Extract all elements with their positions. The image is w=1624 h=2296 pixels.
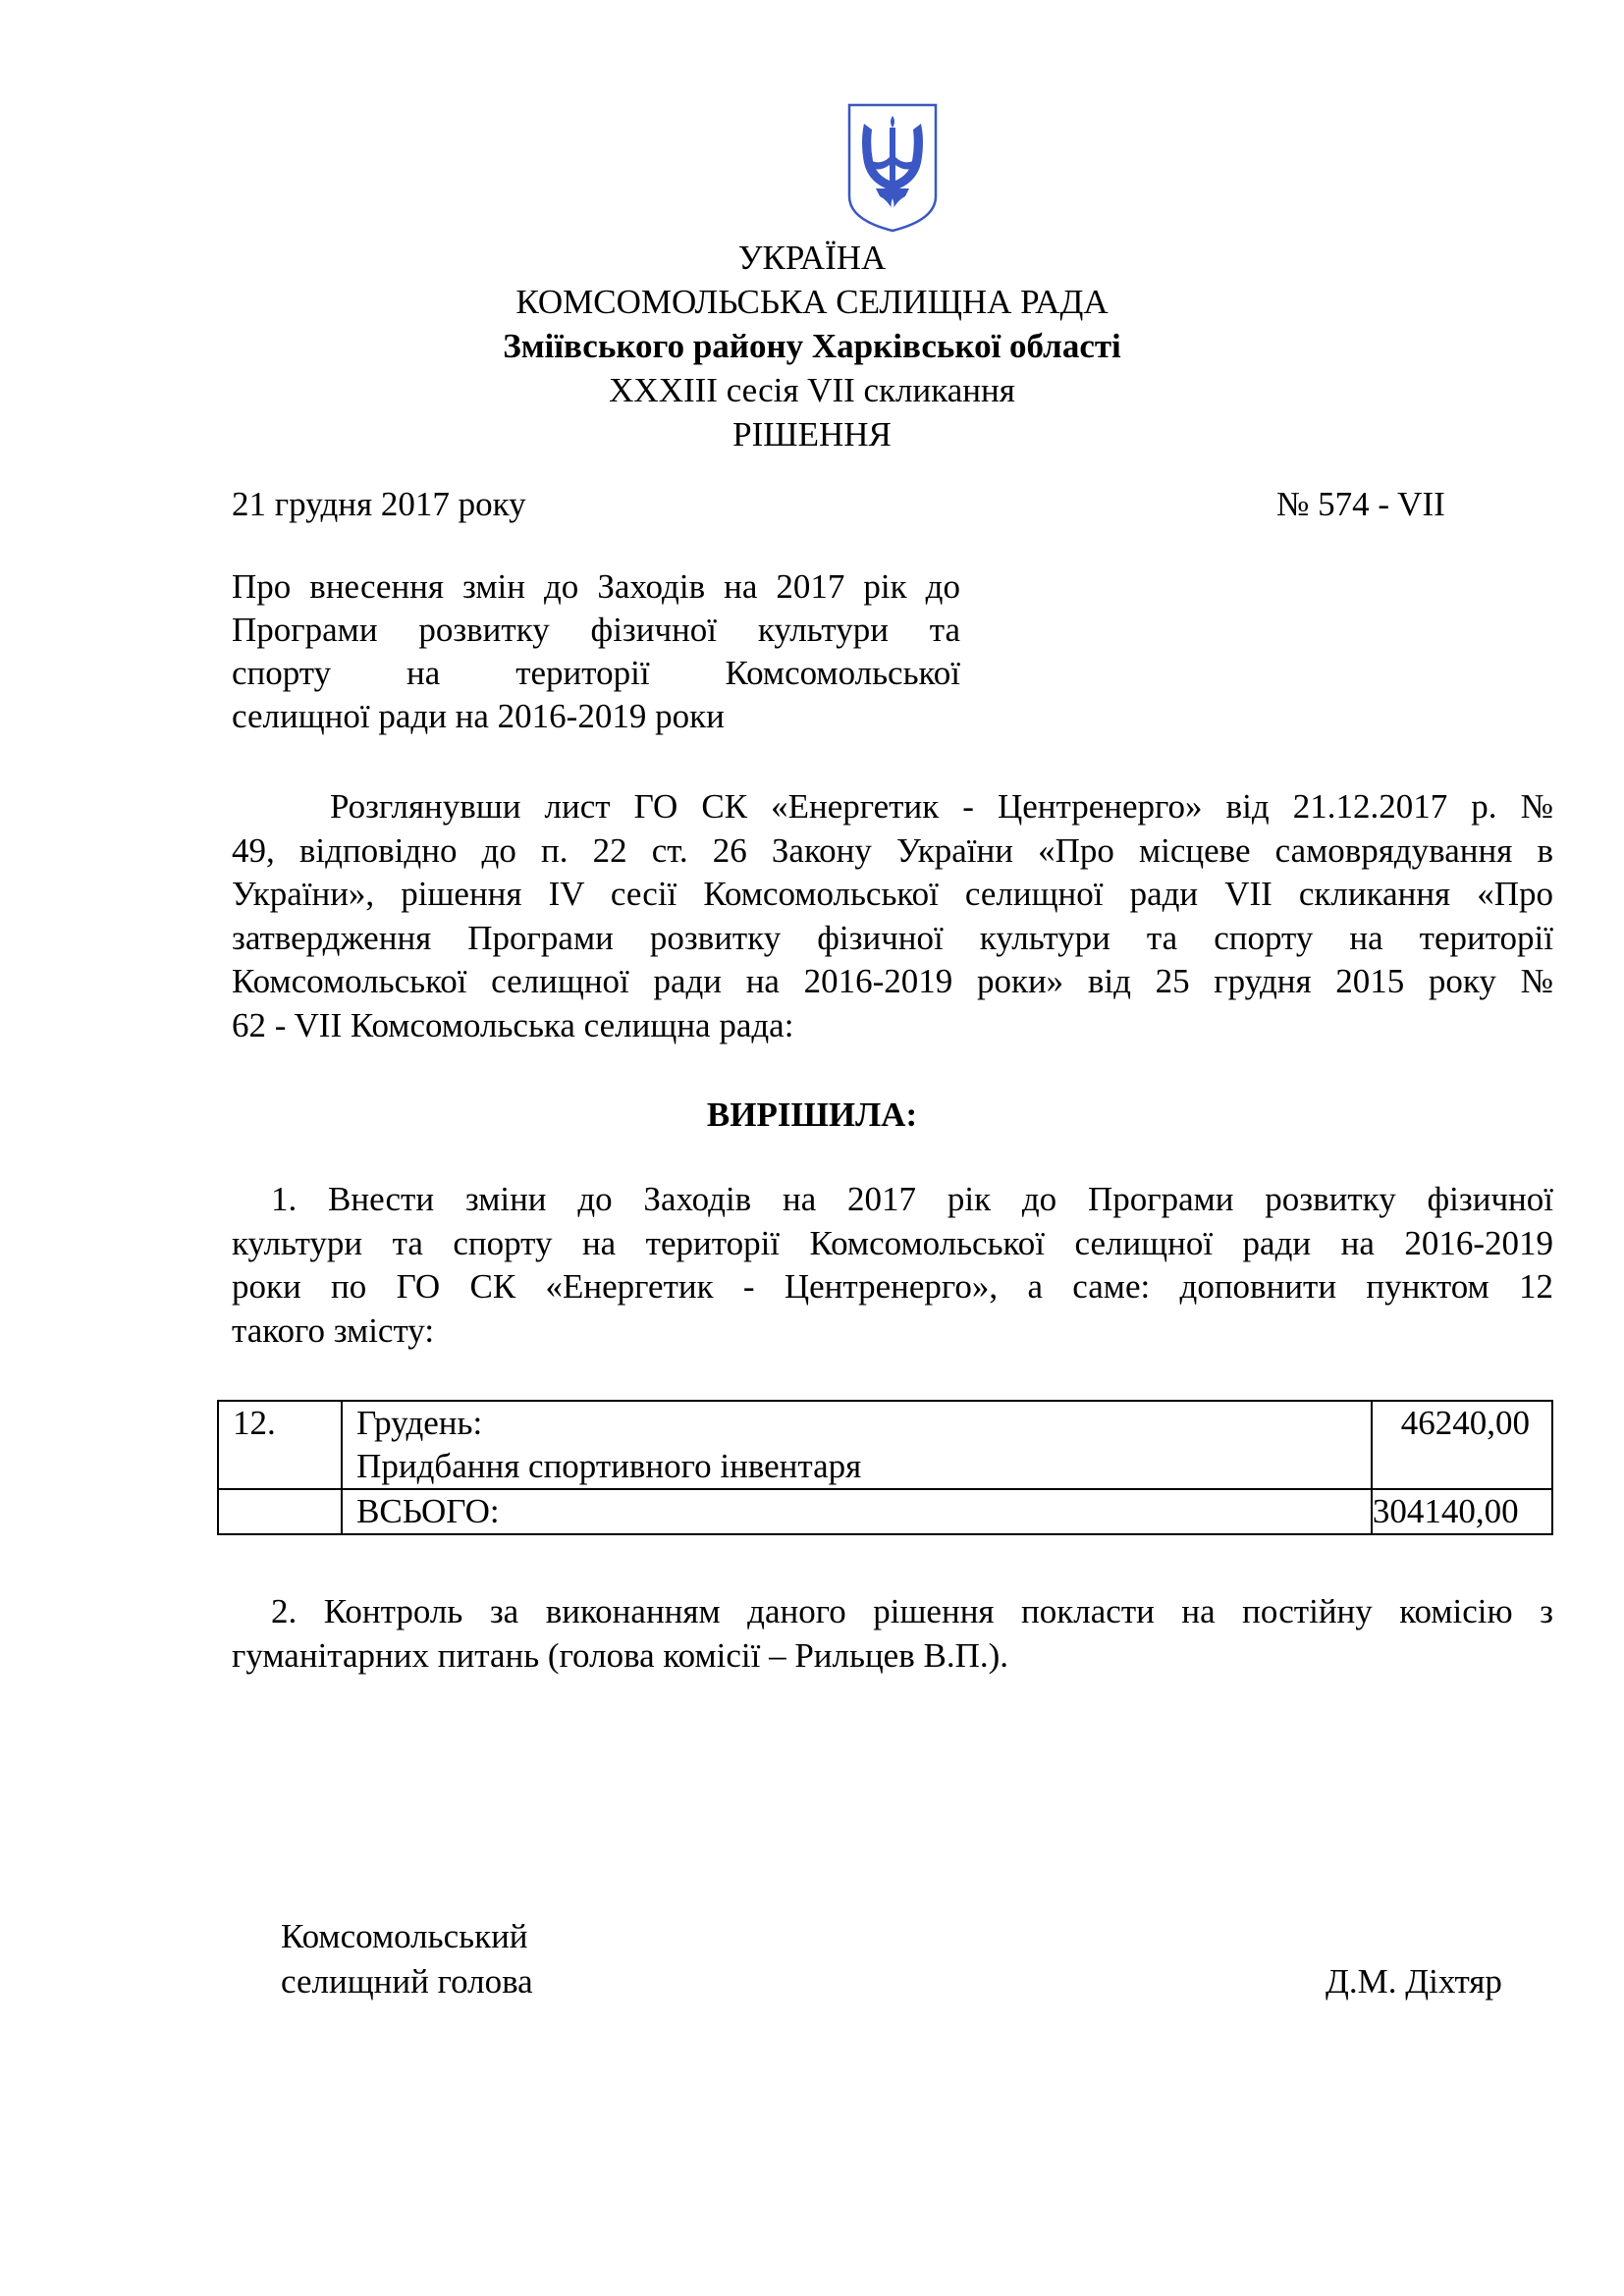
signatory-title-line1: Комсомольський bbox=[281, 1917, 528, 1955]
decided-heading: ВИРІШИЛА: bbox=[706, 1095, 918, 1134]
subject-line: Про внесення змін до Заходів на 2017 рік до bbox=[232, 567, 960, 606]
decision-number: № 574 - VII bbox=[1276, 485, 1445, 523]
signatory-title-line2: селищний голова bbox=[281, 1962, 533, 2001]
item-1-line: такого змісту: bbox=[232, 1310, 435, 1350]
header-country: УКРАЇНА bbox=[737, 239, 887, 277]
table-total-row bbox=[218, 1489, 1552, 1534]
document-type: РІШЕННЯ bbox=[732, 415, 892, 454]
subject-line: Програми розвитку фізичної культури та bbox=[232, 611, 960, 649]
item-1-paragraph bbox=[232, 1178, 1553, 1353]
subject-line: селищної ради на 2016-2019 роки bbox=[232, 697, 725, 735]
header-district: Зміївського району Харківської області bbox=[503, 327, 1121, 365]
item-2-line: 2. Контроль за виконанням даного рішення покласти на постійну комісію з bbox=[271, 1592, 1553, 1630]
row-description-cell bbox=[342, 1401, 1372, 1489]
row-month: Грудень: bbox=[356, 1404, 483, 1442]
preamble-line: 62 - VII Комсомольська селищна рада: bbox=[232, 1005, 794, 1044]
preamble-line: Комсомольської селищної ради на 2016-2019 роки» від 25 грудня 2015 року № bbox=[232, 962, 1553, 1000]
preamble-line: 49, відповідно до п. 22 ст. 26 Закону України «Про місцеве самоврядування в bbox=[232, 830, 1553, 870]
row-description: Придбання спортивного інвентаря bbox=[356, 1447, 862, 1485]
row-amount-cell: 46240,00 bbox=[1372, 1401, 1552, 1489]
item-2-line: гуманітарних питань (голова комісії – Рильцев В.П.). bbox=[232, 1635, 1009, 1675]
total-label-cell: ВСЬОГО: bbox=[342, 1489, 1372, 1534]
item-1-line: роки по ГО СК «Енергетик - Центренерго», а саме: доповнити пунктом 12 bbox=[232, 1267, 1553, 1306]
item-1-line: 1. Внести зміни до Заходів на 2017 рік до Програми розвитку фізичної bbox=[271, 1180, 1553, 1218]
decision-date: 21 грудня 2017 року bbox=[232, 485, 526, 523]
row-number-cell: 12. bbox=[218, 1401, 342, 1489]
preamble-line: Розглянувши лист ГО СК «Енергетик - Центренерго» від 21.12.2017 р. № bbox=[330, 787, 1553, 826]
preamble-paragraph bbox=[232, 785, 1553, 1047]
preamble-line: України», рішення IV сесії Комсомольської селищної ради VII скликання «Про bbox=[232, 875, 1553, 913]
total-empty-cell bbox=[218, 1489, 342, 1534]
measures-table bbox=[217, 1400, 1553, 1535]
item-1-line: культури та спорту на території Комсомольської селищної ради на 2016-2019 bbox=[232, 1223, 1553, 1262]
preamble-line: затвердження Програми розвитку фізичної культури та спорту на території bbox=[232, 918, 1553, 957]
header-session: XXXIII сесія VII скликання bbox=[609, 371, 1015, 409]
signatory-name: Д.М. Діхтяр bbox=[1326, 1962, 1502, 2001]
decision-subject bbox=[232, 565, 960, 738]
total-amount-cell: 304140,00 bbox=[1372, 1489, 1552, 1534]
coat-of-arms-icon bbox=[846, 102, 939, 234]
subject-line: спорту на території Комсомольської bbox=[232, 654, 960, 692]
header-council: КОМСОМОЛЬСЬКА СЕЛИЩНА РАДА bbox=[515, 283, 1109, 321]
table-row bbox=[218, 1401, 1552, 1489]
item-2-paragraph bbox=[232, 1590, 1553, 1678]
